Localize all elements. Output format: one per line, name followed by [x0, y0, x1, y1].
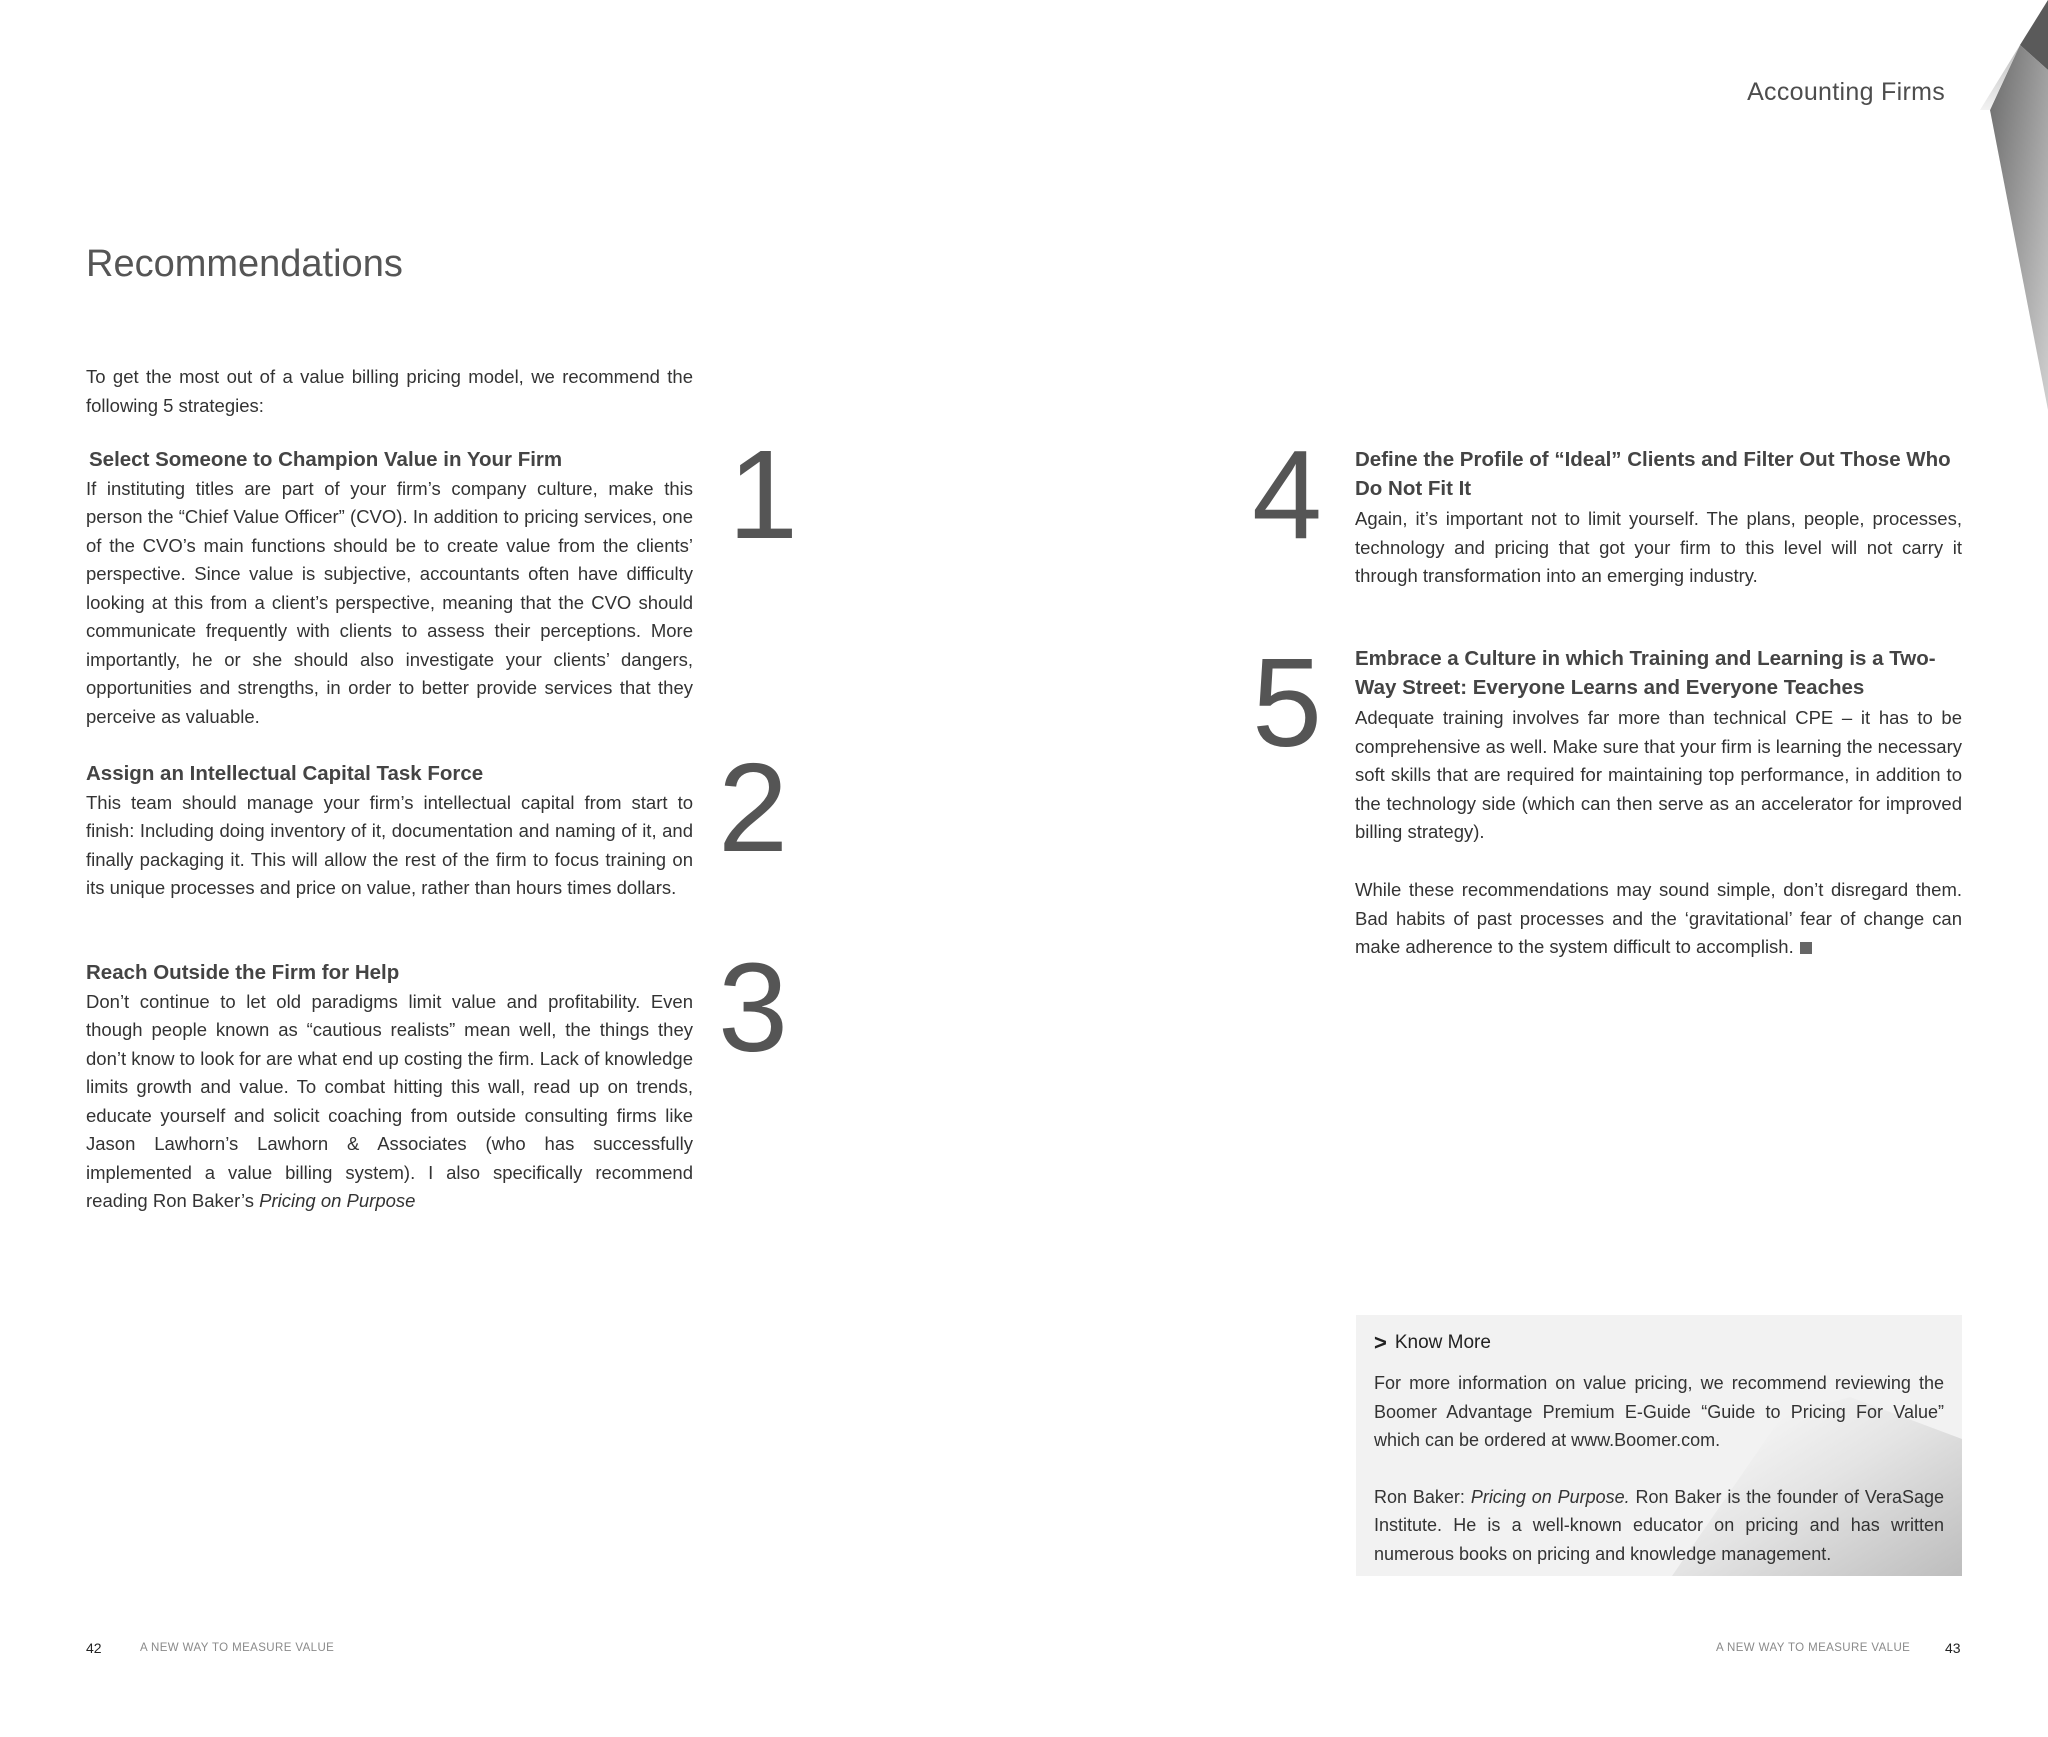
- intro-paragraph: To get the most out of a value billing pricing model, we recommend the following 5 strategies:: [86, 366, 693, 416]
- recommendation-number: 1: [728, 424, 799, 565]
- right-footer-text: A NEW WAY TO MEASURE VALUE: [1716, 1642, 1911, 1654]
- recommendation-body: If instituting titles are part of your firm’s company culture, make this person the “Chief Value Officer” (CVO). In addition to pricing services, one of the CVO’s main functions should be to create value from the clients’ perspective. Since value is subjective, accountants often have difficulty looking at this from a client’s perspective, meaning that the CVO should communicate frequently with clients to assess their perceptions. More importantly, he or she should also investigate your clients’ dangers, opportunities and strengths, in order to better provide services that they perceive as valuable.: [86, 477, 693, 727]
- left-footer-text: A NEW WAY TO MEASURE VALUE: [140, 1642, 335, 1654]
- recommendation-2: [86, 760, 693, 903]
- recommendation-number: 5: [1252, 632, 1323, 773]
- book-title: Pricing on Purpose.: [1470, 1486, 1630, 1507]
- recommendation-title: Assign an Intellectual Capital Task Force: [86, 762, 484, 785]
- know-more-content: [1374, 1329, 1944, 1568]
- recommendation-body: [86, 988, 693, 1216]
- recommendation-body: This team should manage your firm’s intellectual capital from start to finish: Including doing inventory of it, documentation and naming of it, and finally packaging it. This will allow the rest of the firm to focus training on its unique processes and price on value, rather than hours times dollars.: [86, 791, 693, 898]
- know-more-title: Know More: [1394, 1332, 1491, 1353]
- recommendation-3: [86, 959, 693, 1216]
- author-bio: Ron Baker is the founder of VeraSage Institute. He is a well-known educator on pricing and has written numerous books on pricing and knowledge management.: [1374, 1486, 1944, 1564]
- recommendation-title: Define the Profile of “Ideal” Clients and Filter Out Those Who Do Not Fit It: [1355, 448, 1951, 500]
- know-more-heading[interactable]: [1374, 1329, 1944, 1357]
- book-title: Pricing on Purpose: [259, 1190, 416, 1211]
- recommendation-number: 4: [1252, 424, 1323, 565]
- left-page-number: 42: [86, 1640, 102, 1656]
- recommendation-number: 2: [718, 737, 789, 878]
- end-mark-icon: [1800, 942, 1812, 954]
- corner-decoration: [1968, 0, 2048, 410]
- closing-text: While these recommendations may sound simple, don’t disregard them. Bad habits of past processes and the ‘gravitational’ fear of change can make adherence to the system difficult to accomplish.: [1355, 879, 1962, 957]
- recommendation-title: Embrace a Culture in which Training and Learning is a Two-Way Street: Everyone Learns and Everyone Teaches: [1355, 647, 1936, 699]
- right-page-number: 43: [1945, 1640, 1961, 1656]
- recommendation-number: 3: [718, 937, 789, 1078]
- recommendation-4: [1355, 446, 1962, 591]
- recommendation-title: Select Someone to Champion Value in Your Firm: [89, 448, 563, 471]
- recommendation-title: Reach Outside the Firm for Help: [86, 961, 400, 984]
- author-prefix: Ron Baker:: [1374, 1486, 1471, 1507]
- closing-paragraph: [1355, 876, 1962, 962]
- recommendation-body: Adequate training involves far more than technical CPE – it has to be comprehensive as well. Make sure that your firm is learning the necessary soft skills that are required for maintaining top performance, in addition to the technology side (which can then serve as an accelerator for improved billing strategy).: [1355, 707, 1962, 842]
- recommendation-body: Again, it’s important not to limit yourself. The plans, people, processes, technology and pricing that got your firm to this level will not carry it through transformation into an emerging industry.: [1355, 508, 1962, 586]
- recommendation-body-text: Don’t continue to let old paradigms limit value and profitability. Even though people known as “cautious realists” mean well, the things they don’t know to look for are what end up costing the firm. Lack of knowledge limits growth and value. To combat hitting this wall, read up on trends, educate yourself and solicit coaching from outside consulting firms like Jason Lawhorn’s Lawhorn & Associates (who has successfully implemented a value billing system). I also specifically recommend reading Ron Baker’s: [86, 990, 693, 1211]
- know-more-paragraph-2: [1374, 1483, 1944, 1569]
- know-more-box: [1356, 1315, 1962, 1576]
- recommendation-1: [86, 446, 693, 731]
- chevron-right-icon: >: [1374, 1330, 1387, 1355]
- know-more-paragraph-1: For more information on value pricing, we recommend reviewing the Boomer Advantage Premium E-Guide “Guide to Pricing For Value” which can be ordered at www.Boomer.com.: [1374, 1373, 1944, 1450]
- recommendation-5: [1355, 645, 1962, 847]
- page-heading: Recommendations: [86, 243, 403, 285]
- section-title: Accounting Firms: [1747, 78, 1945, 106]
